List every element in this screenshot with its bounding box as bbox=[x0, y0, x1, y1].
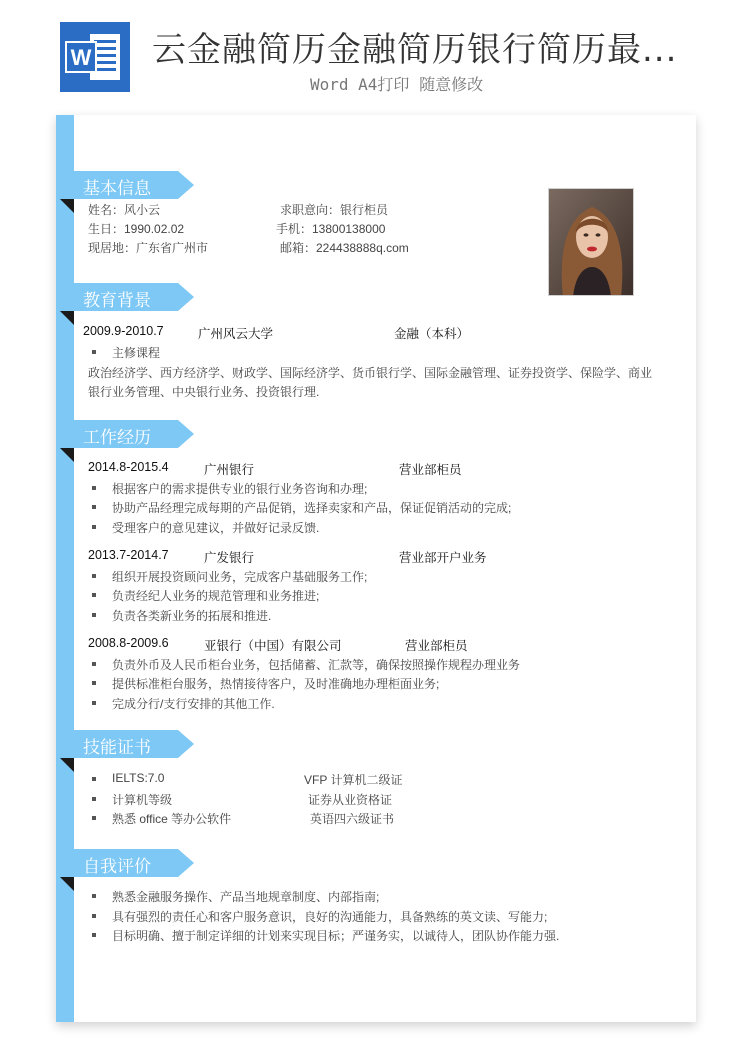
skill-cert: VFP 计算机二级证 bbox=[304, 773, 403, 787]
edu-period: 2009.9-2010.7 bbox=[83, 324, 164, 338]
section-title: 技能证书 bbox=[83, 738, 151, 758]
work-period: 2014.8-2015.4 bbox=[88, 460, 169, 474]
skill-item: 计算机等级 bbox=[112, 793, 173, 807]
work-item: 完成分行/支行安排的其他工作. bbox=[112, 697, 275, 711]
work-period: 2013.7-2014.7 bbox=[88, 548, 169, 562]
work-role: 营业部柜员 bbox=[405, 639, 468, 653]
work-item: 负责外币及人民币柜台业务，包括储蓄、汇款等，确保按照操作规程办理业务 bbox=[112, 658, 521, 672]
basic-email: 邮箱：224438888q.com bbox=[280, 241, 409, 255]
section-basic-info bbox=[74, 171, 194, 199]
basic-name: 姓名：风小云 bbox=[88, 203, 161, 217]
section-title: 工作经历 bbox=[83, 428, 151, 448]
basic-location: 现居地：广东省广州市 bbox=[88, 241, 209, 255]
work-item: 负责各类新业务的拓展和推进. bbox=[112, 609, 272, 623]
basic-birth: 生日：1990.02.02 bbox=[88, 222, 185, 236]
self-item: 目标明确、擅于制定详细的计划来实现目标；严谨务实，以诚待人，团队协作能力强. bbox=[112, 929, 560, 943]
document-title: 云金融简历金融简历银行简历最... bbox=[152, 30, 678, 70]
self-item: 熟悉金融服务操作、产品当地规章制度、内部指南; bbox=[112, 890, 380, 904]
section-self-evaluation bbox=[74, 849, 194, 877]
work-role: 营业部开户业务 bbox=[399, 551, 487, 565]
skill-item: 熟悉 office 等办公软件 bbox=[112, 812, 232, 826]
edu-courses-line2: 银行业务管理、中央银行业务、投资银行理. bbox=[88, 385, 320, 399]
edu-courses-line1: 政治经济学、西方经济学、财政学、国际经济学、货币银行学、国际金融管理、证券投资学、保险学、商业 bbox=[88, 366, 653, 380]
section-title: 教育背景 bbox=[83, 291, 151, 311]
basic-phone: 手机：13800138000 bbox=[276, 222, 386, 236]
edu-courses-label: 主修课程 bbox=[112, 346, 161, 360]
work-item: 负责经纪人业务的规范管理和业务推进; bbox=[112, 589, 320, 603]
work-company: 亚银行（中国）有限公司 bbox=[204, 639, 342, 653]
work-company: 广州银行 bbox=[204, 463, 255, 477]
self-item: 具有强烈的责任心和客户服务意识，良好的沟通能力，具备熟练的英文读、写能力; bbox=[112, 910, 548, 924]
work-role: 营业部柜员 bbox=[399, 463, 462, 477]
work-company: 广发银行 bbox=[204, 551, 255, 565]
work-item: 提供标准柜台服务，热情接待客户，及时准确地办理柜面业务; bbox=[112, 677, 440, 691]
skill-item: IELTS:7.0 bbox=[112, 771, 165, 785]
word-icon-letter: W bbox=[70, 45, 92, 70]
document-subtitle: Word A4打印 随意修改 bbox=[310, 75, 484, 94]
work-item: 受理客户的意见建议，并做好记录反馈. bbox=[112, 521, 320, 535]
resume-page bbox=[56, 115, 696, 1022]
basic-intention: 求职意向：银行柜员 bbox=[280, 203, 389, 217]
work-item: 组织开展投资顾问业务，完成客户基础服务工作; bbox=[112, 570, 368, 584]
profile-photo bbox=[548, 188, 634, 296]
edu-major: 金融（本科） bbox=[394, 327, 470, 341]
skill-cert: 英语四六级证书 bbox=[310, 812, 395, 826]
section-skills bbox=[74, 730, 194, 758]
edu-school: 广州风云大学 bbox=[198, 327, 274, 341]
section-title: 基本信息 bbox=[83, 179, 151, 199]
work-period: 2008.8-2009.6 bbox=[88, 636, 169, 650]
word-document-icon bbox=[60, 22, 130, 92]
work-item: 根据客户的需求提供专业的银行业务咨询和办理; bbox=[112, 482, 368, 496]
skill-cert: 证券从业资格证 bbox=[308, 793, 393, 807]
work-item: 协助产品经理完成每期的产品促销，选择卖家和产品，保证促销活动的完成; bbox=[112, 501, 512, 515]
section-title: 自我评价 bbox=[83, 857, 151, 877]
section-education bbox=[74, 283, 194, 311]
section-work bbox=[74, 420, 194, 448]
